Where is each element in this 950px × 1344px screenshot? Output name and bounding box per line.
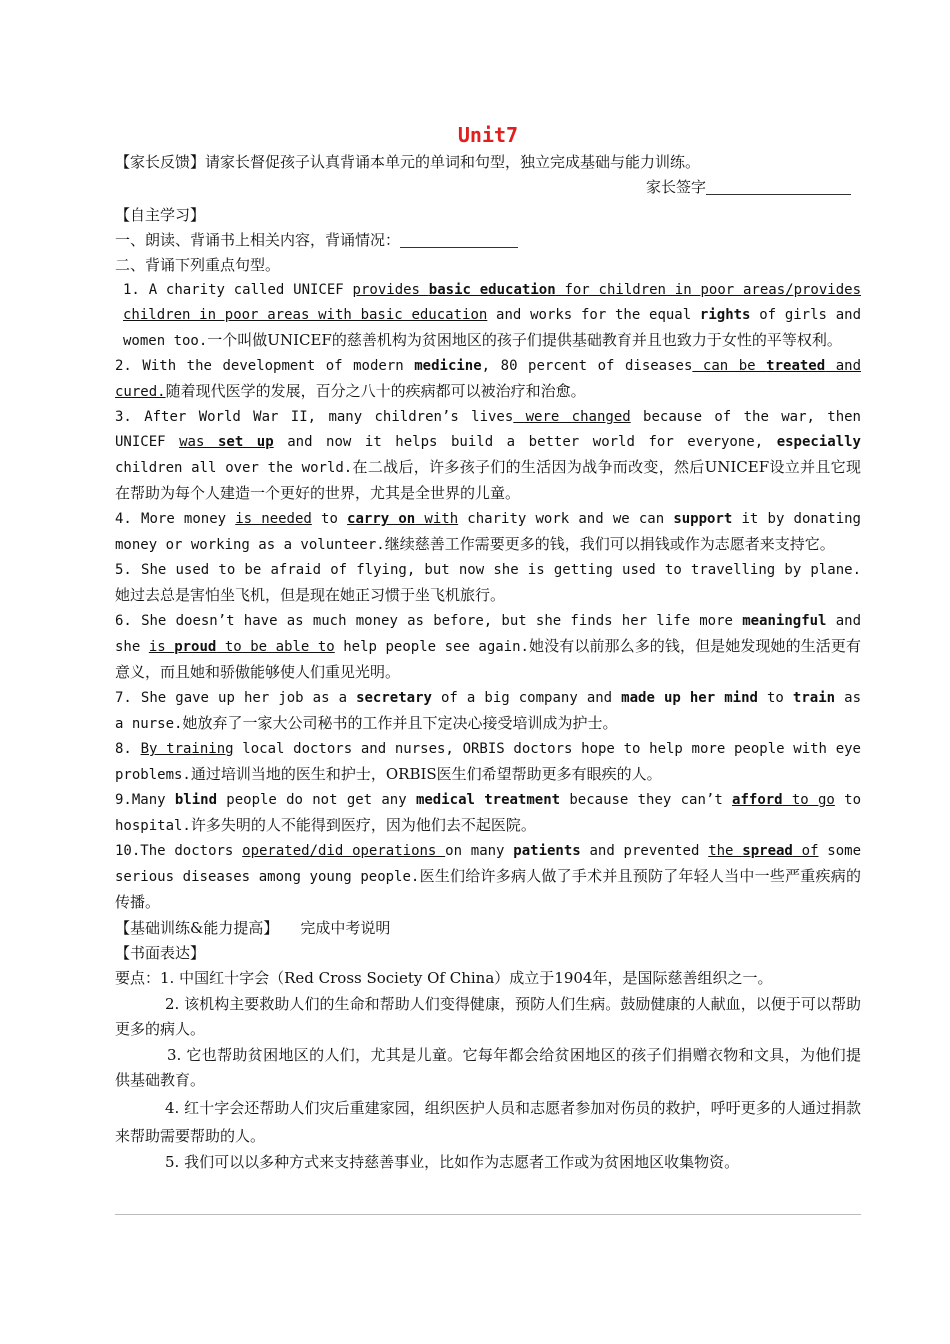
signature-line[interactable] (706, 178, 851, 195)
feedback-label: 【家长反馈】 (115, 153, 206, 171)
sentence-1: 1. A charity called UNICEF provides basic education for children in poor areas/provides children in poor areas with basic education and works for the equal rights of girls and women too.一个叫做UNICEF的慈善机构为贫困地区的孩子们提供基础教育并且也致力于女性的平等权利。 (123, 282, 862, 349)
sentence-5: 5. She used to be afraid of flying, but now she is getting used to travelling by plane.她过去总是害怕坐飞机，但是现在她正习惯于坐飞机旅行。 (115, 562, 861, 604)
writing-point-1: 要点：1. 中国红十字会（Red Cross Society Of China）成立于1904年，是国际慈善组织之一。 (115, 969, 773, 987)
sentence-7: 7. She gave up her job as a secretary of a big company and made up her mind to train as a nurse.她放弃了一家大公司秘书的工作并且下定决心接受培训成为护士。 (115, 690, 861, 732)
feedback-text: 请家长督促孩子认真背诵本单元的单词和句型，独立完成基础与能力训练。 (205, 153, 701, 171)
worksheet-page (115, 120, 861, 1175)
footer-divider (115, 1214, 861, 1215)
writing-point-4: 4. 红十字会还帮助人们灾后重建家园，组织医护人员和志愿者参加对伤员的救护，呼吁更多的人通过捐款来帮助需要帮助的人。 (115, 1098, 861, 1145)
page-title: Unit7 (457, 123, 519, 147)
self-study-header: 【自主学习】 (115, 206, 206, 224)
parent-signature (115, 175, 861, 199)
training-section (115, 916, 861, 941)
writing-point-5: 5. 我们可以以多种方式来支持慈善事业，比如作为志愿者工作或为贫困地区收集物资。 (165, 1152, 740, 1171)
self-study-item-1: 一、朗读、背诵书上相关内容，背诵情况： (115, 228, 861, 253)
sentence-3: 3. After World War II, many children’s lives were changed because of the war, then UNICEF was set up and now it helps build a better world for everyone, especially children all over the world.在二战后，许多孩子们的生活因为战争而改变，然后UNICEF设立并且它现在帮助为每个人建造一个更好的世界，尤其是全世界的儿童。 (115, 409, 861, 502)
sentence-6: 6. She doesn’t have as much money as before, but she finds her life more meaningful and she is proud to be able to help people see again.她没有以前那么多的钱，但是她发现她的生活更有意义，而且她和骄傲能够使人们重见光明。 (115, 613, 861, 681)
writing-point-2: 2. 该机构主要救助人们的生命和帮助人们变得健康，预防人们生病。鼓励健康的人献血，以便于可以帮助更多的病人。 (115, 994, 861, 1038)
sentence-8: 8. By training local doctors and nurses, ORBIS doctors hope to help more people with eye problems.通过培训当地的医生和护士，ORBIS医生们希望帮助更多有眼疾的人。 (115, 741, 861, 783)
signature-label: 家长签字 (645, 178, 706, 196)
sentence-4: 4. More money is needed to carry on with charity work and we can support it by donating money or working as a volunteer.继续慈善工作需要更多的钱，我们可以捐钱或作为志愿者来支持它。 (115, 511, 861, 553)
writing-point-3: 3. 它也帮助贫困地区的人们，尤其是儿童。它每年都会给贫困地区的孩子们捐赠衣物和文具，为他们提供基础教育。 (115, 1045, 861, 1089)
sentence-9: 9.Many blind people do not get any medical treatment because they can’t afford to go to hospital.许多失明的人不能得到医疗，因为他们去不起医院。 (115, 792, 862, 834)
self-study-item-2: 二、背诵下列重点句型。 (115, 256, 281, 274)
sentence-2: 2. With the development of modern medicine, 80 percent of diseases can be treated and cured.随着现代医学的发展，百分之八十的疾病都可以被治疗和治愈。 (115, 358, 861, 400)
recitation-blank[interactable] (400, 231, 518, 248)
sentence-10: 10.The doctors operated/did operations on many patients and prevented the spread of some serious diseases among young people.医生们给许多病人做了手术并且预防了年轻人当中一些严重疾病的传播。 (115, 843, 861, 911)
parent-feedback (115, 150, 861, 175)
training-header: 【基础训练&能力提高】 (115, 919, 279, 937)
training-text: 完成中考说明 (300, 919, 391, 937)
writing-header: 【书面表达】 (115, 944, 206, 962)
